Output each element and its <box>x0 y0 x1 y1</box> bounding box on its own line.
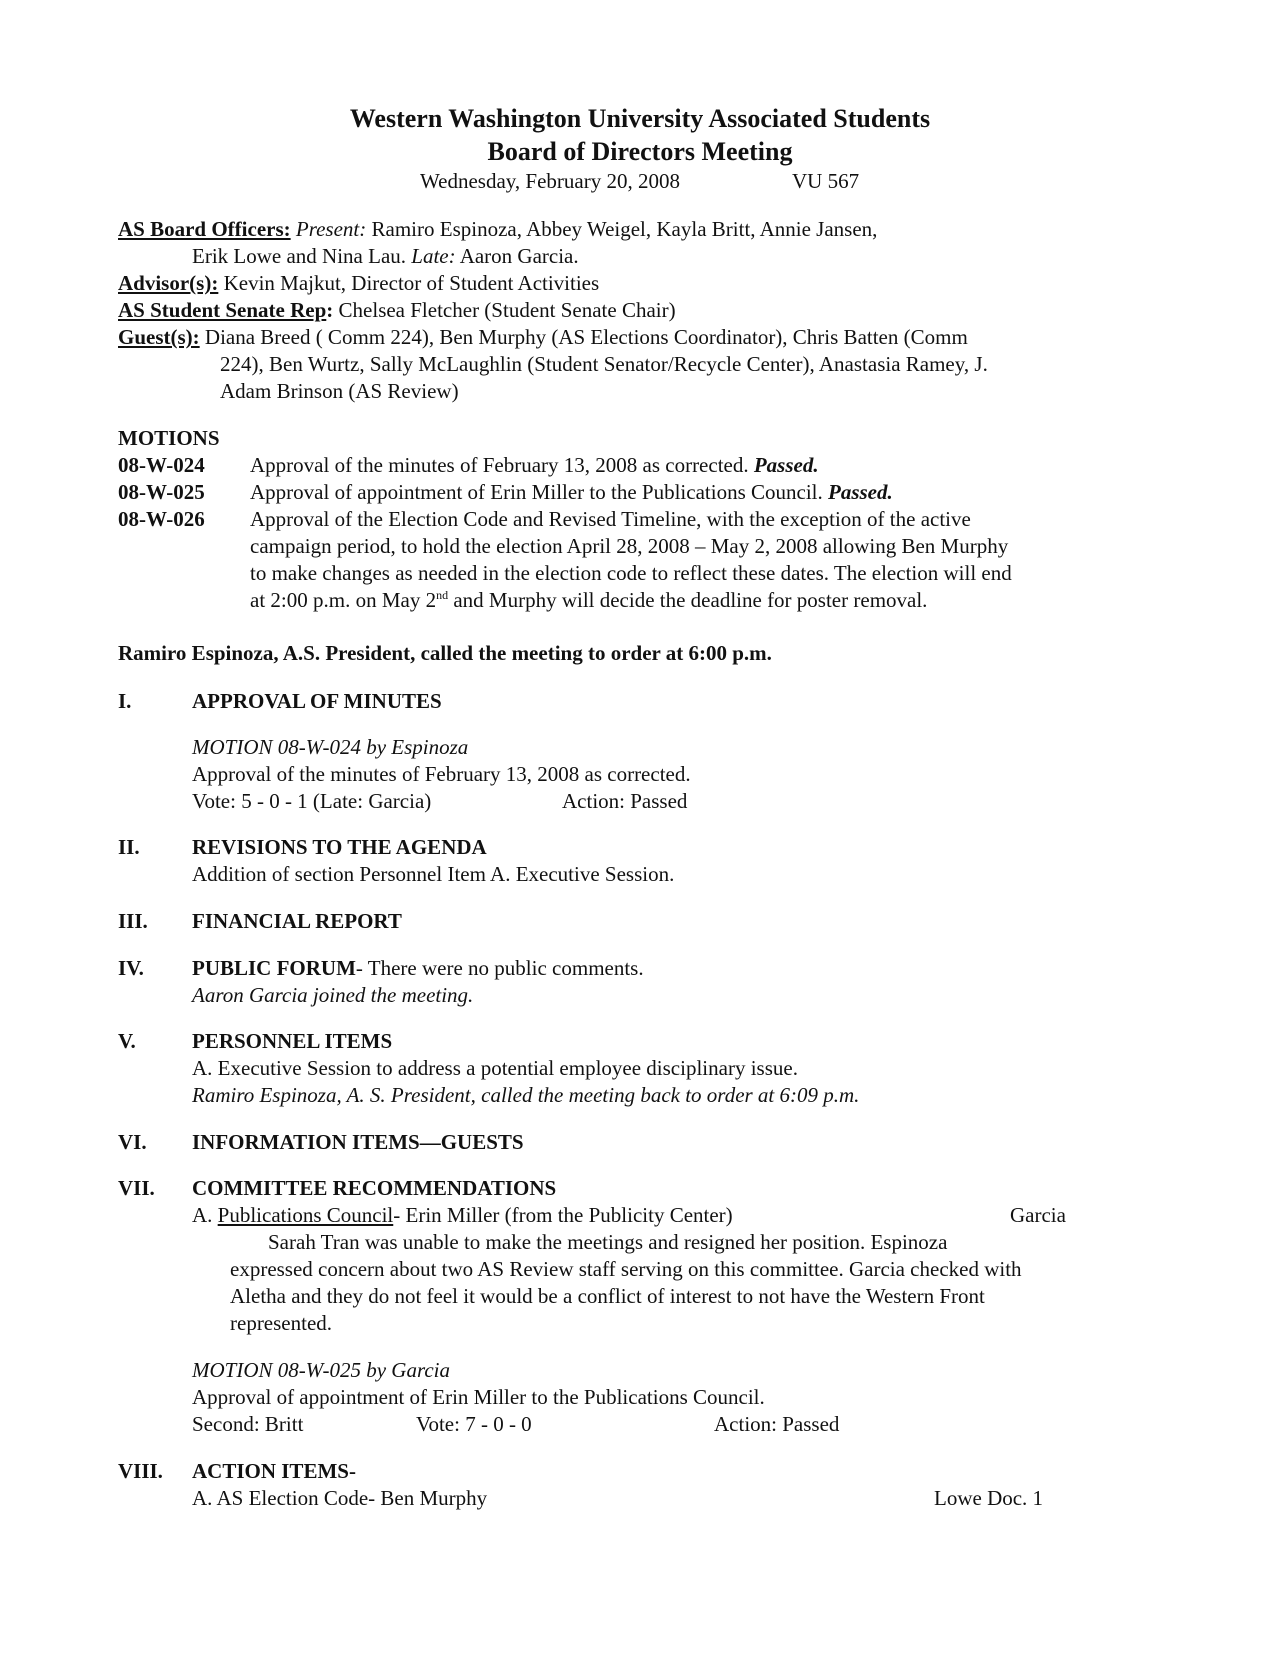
section-title: REVISIONS TO THE AGENDA <box>192 835 487 859</box>
senate-rep-label: AS Student Senate Rep <box>118 298 327 322</box>
paragraph-line: represented. <box>230 1311 333 1335</box>
section-text: A. Executive Session to address a potential employee disciplinary issue. <box>192 1056 798 1080</box>
motion-superscript: nd <box>436 588 449 602</box>
section-title: FINANCIAL REPORT <box>192 909 402 933</box>
motion-id: 08-W-025 <box>118 480 205 504</box>
motion-text-part: at 2:00 p.m. on May 2 <box>250 588 437 612</box>
section-number: VIII. <box>118 1459 163 1483</box>
motion-result: Passed. <box>753 453 819 477</box>
advisor-line <box>118 270 599 297</box>
section-title-line <box>192 955 644 982</box>
meeting-location: VU 567 <box>792 169 860 193</box>
motion-text-part: and Murphy will decide the deadline for poster removal. <box>448 588 928 612</box>
guests-line3: Adam Brinson (AS Review) <box>220 379 459 403</box>
motion-reference: MOTION 08-W-024 by Espinoza <box>192 735 469 759</box>
section-text: Approval of appointment of Erin Miller to the Publications Council. <box>192 1385 765 1409</box>
guests-line <box>118 324 968 351</box>
second-result: Second: Britt <box>192 1412 304 1436</box>
section-number: I. <box>118 689 132 713</box>
meeting-date: Wednesday, February 20, 2008 <box>420 169 680 193</box>
section-number: III. <box>118 909 148 933</box>
motion-text <box>250 587 927 614</box>
senate-rep-name: Chelsea Fletcher (Student Senate Chair) <box>338 298 676 322</box>
section-number: VII. <box>118 1176 155 1200</box>
officers-line2 <box>192 243 579 270</box>
motion-text: campaign period, to hold the election April 28, 2008 – May 2, 2008 allowing Ben Murphy <box>250 534 1009 558</box>
motions-heading: MOTIONS <box>118 426 220 450</box>
section-text: Addition of section Personnel Item A. Executive Session. <box>192 862 675 886</box>
section-number: V. <box>118 1029 136 1053</box>
vote-result: Vote: 7 - 0 - 0 <box>416 1412 532 1436</box>
section-text: - There were no public comments. <box>355 956 644 980</box>
officers-line <box>118 216 877 243</box>
motion-id: 08-W-024 <box>118 453 205 477</box>
action-result: Action: Passed <box>562 789 688 813</box>
action-item-sponsor: Lowe Doc. 1 <box>934 1486 1044 1510</box>
publications-council-link: Publications Council <box>217 1203 394 1227</box>
present-names-cont: Erik Lowe and Nina Lau. <box>192 244 407 268</box>
senate-rep-colon: : <box>326 298 334 322</box>
section-number: VI. <box>118 1130 147 1154</box>
advisor-name: Kevin Majkut, Director of Student Activities <box>223 271 600 295</box>
section-title: INFORMATION ITEMS—GUESTS <box>192 1130 524 1154</box>
motion-text: Approval of the Election Code and Revised Timeline, with the exception of the active <box>250 507 971 531</box>
section-number: II. <box>118 835 140 859</box>
section-title: COMMITTEE RECOMMENDATIONS <box>192 1176 557 1200</box>
vote-result: Vote: 5 - 0 - 1 (Late: Garcia) <box>192 789 432 813</box>
section-note: Ramiro Espinoza, A. S. President, called the meeting back to order at 6:09 p.m. <box>192 1083 860 1107</box>
late-label: Late: <box>411 244 456 268</box>
motion-result: Passed. <box>828 480 893 504</box>
paragraph-line: Aletha and they do not feel it would be a conflict of interest to not have the Western Front <box>230 1284 985 1308</box>
section-title: APPROVAL OF MINUTES <box>192 689 442 713</box>
call-to-order: Ramiro Espinoza, A.S. President, called the meeting to order at 6:00 p.m. <box>118 641 772 665</box>
section-title: PERSONNEL ITEMS <box>192 1029 393 1053</box>
section-title: PUBLIC FORUM <box>192 956 356 980</box>
motion-description: Approval of appointment of Erin Miller to the Publications Council. <box>250 480 823 504</box>
action-item: A. AS Election Code- Ben Murphy <box>192 1486 488 1510</box>
motion-reference: MOTION 08-W-025 by Garcia <box>192 1358 450 1382</box>
motion-text <box>250 452 819 479</box>
present-names: Ramiro Espinoza, Abbey Weigel, Kayla Britt, Annie Jansen, <box>371 217 878 241</box>
section-title: ACTION ITEMS- <box>192 1459 356 1483</box>
late-names: Aaron Garcia. <box>459 244 579 268</box>
document-title-line1: Western Washington University Associated Students <box>349 104 931 133</box>
motion-text <box>250 479 893 506</box>
item-prefix: A. <box>192 1203 218 1227</box>
motion-description: Approval of the minutes of February 13, 2008 as corrected. <box>250 453 749 477</box>
paragraph-line: expressed concern about two AS Review staff serving on this committee. Garcia checked with <box>230 1257 1022 1281</box>
section-text: Approval of the minutes of February 13, 2008 as corrected. <box>192 762 691 786</box>
advisor-label: Advisor(s): <box>118 271 219 295</box>
guests-names: Diana Breed ( Comm 224), Ben Murphy (AS Elections Coordinator), Chris Batten (Comm <box>204 325 968 349</box>
present-label: Present: <box>295 217 367 241</box>
item-text: - Erin Miller (from the Publicity Center) <box>393 1203 733 1227</box>
guests-label: Guest(s): <box>118 325 200 349</box>
senate-rep-line <box>118 297 676 324</box>
section-number: IV. <box>118 956 144 980</box>
guests-line2: 224), Ben Wurtz, Sally McLaughlin (Student Senator/Recycle Center), Anastasia Ramey, J. <box>220 352 988 376</box>
committee-item <box>192 1202 733 1229</box>
officers-label: AS Board Officers: <box>118 217 291 241</box>
paragraph-line: Sarah Tran was unable to make the meetings and resigned her position. Espinoza <box>268 1230 948 1254</box>
motion-text: to make changes as needed in the election code to reflect these dates. The election will end <box>250 561 1012 585</box>
action-result: Action: Passed <box>714 1412 840 1436</box>
motion-id: 08-W-026 <box>118 507 205 531</box>
document-title-line2: Board of Directors Meeting <box>487 137 793 166</box>
section-note: Aaron Garcia joined the meeting. <box>192 983 474 1007</box>
item-sponsor: Garcia <box>1010 1203 1066 1227</box>
